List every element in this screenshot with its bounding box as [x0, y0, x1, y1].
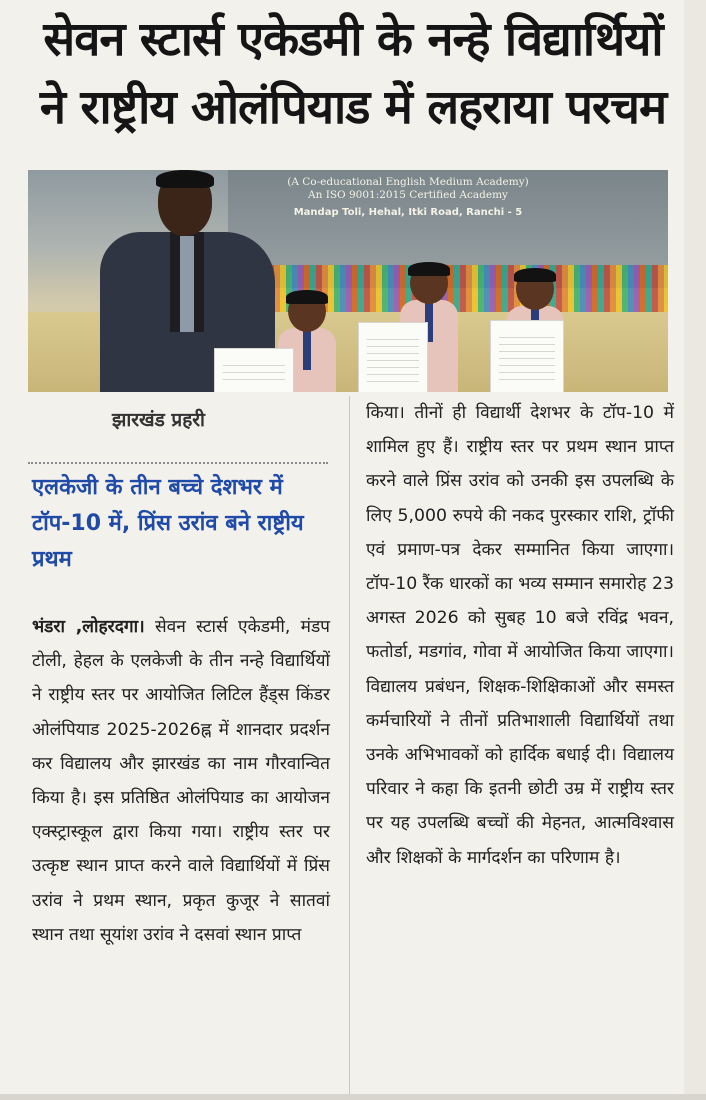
principal-tie: [180, 236, 194, 332]
certificate-3: [490, 320, 564, 392]
page-bottom-edge: [0, 1094, 706, 1100]
certificate-1: [214, 348, 294, 392]
principal-hair: [156, 170, 214, 188]
column-divider: [349, 396, 350, 1096]
certificate-2: [358, 322, 428, 392]
banner-address: Mandap Toli, Hehal, Itki Road, Ranchi - 5: [293, 207, 523, 218]
dotted-rule-top: [28, 462, 328, 464]
body-column-right: [366, 396, 674, 875]
banner-line-1: (A Co-educational English Medium Academy): [287, 176, 529, 188]
source-credit: झारखंड प्रहरी: [112, 409, 205, 431]
body-column-left: [32, 610, 330, 952]
subheadline: एलकेजी के तीन बच्चे देशभर में टॉप-10 में, प्रिंस उरांव बने राष्ट्रीय प्रथम: [32, 475, 304, 572]
banner-line-2: An ISO 9001:2015 Certified Academy: [308, 189, 508, 201]
banner-text: [258, 176, 558, 219]
headline-line-1: सेवन स्टार्स एकेडमी के नन्हे विद्यार्थियों: [43, 12, 663, 67]
body-text-right: किया। तीनों ही विद्यार्थी देशभर के टॉप-10 में शामिल हुए हैं। राष्ट्रीय स्तर पर प्रथम स्थान प्राप्त करने वाले प्रिंस उरांव को उनकी इस उपलब्धि के लिए 5,000 रुपये की नकद पुरस्कार राशि, ट्रॉफी एवं प्रमाण-पत्र देकर सम्मानित किया जाएगा। टॉप-10 रैंक धारकों का भव्य सम्मान समारोह 23 अगस्त 2026 को सुबह 10 बजे रविंद्र भवन, फतोर्डा, मडगांव, गोवा में आयोजित किया जाएगा। विद्यालय प्रबंधन, शिक्षक-शिक्षिकाओं और समस्त कर्मचारियों ने तीनों प्रतिभाशाली विद्यार्थियों तथा उनके अभिभावकों को हार्दिक बधाई दी। विद्यालय परिवार ने कहा कि इतनी छोटी उम्र में राष्ट्रीय स्तर पर यह उपलब्धि बच्चों की मेहनत, आत्मविश्वास और शिक्षकों के मार्गदर्शन का परिणाम है।: [366, 403, 674, 868]
news-photo: [28, 170, 668, 392]
headline-line-2: ने राष्ट्रीय ओलंपियाड में लहराया परचम: [39, 80, 667, 135]
dateline: भंडरा ,लोहरदगा।: [32, 617, 145, 637]
body-text-left: सेवन स्टार्स एकेडमी, मंडप टोली, हेहल के एलकेजी के तीन नन्हे विद्यार्थियों ने राष्ट्रीय स्तर पर आयोजित लिटिल हैंड्स किंडर ओलंपियाड 2025-2026ह्न में शानदार प्रदर्शन कर विद्यालय और झारखंड का नाम गौरवान्वित किया है। इस प्रतिष्ठित ओलंपियाड का आयोजन एक्स्ट्रास्कूल द्वारा किया गया। राष्ट्रीय स्तर पर उत्कृष्ट स्थान प्राप्त करने वाले विद्यार्थियों में प्रिंस उरांव ने प्रथम स्थान, प्रकृत कुजूर ने सातवां स्थान तथा सूयांश उरांव ने दसवां स्थान प्राप्त: [32, 617, 331, 945]
page-edge: [684, 0, 706, 1100]
headline: [0, 6, 706, 142]
